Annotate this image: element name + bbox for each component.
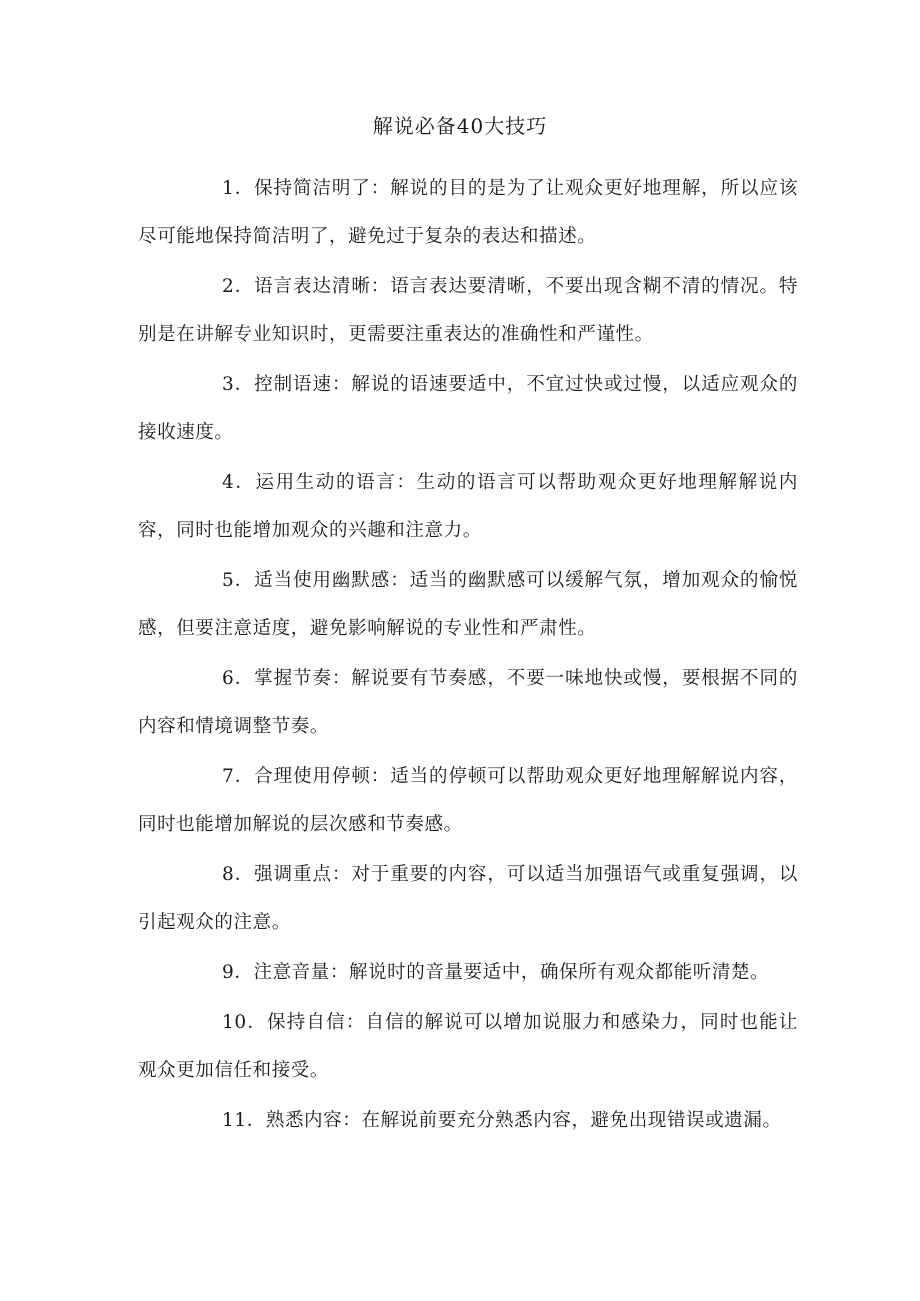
item-text: ．熟悉内容：在解说前要充分熟悉内容，避免出现错误或遗漏。 — [246, 1110, 782, 1131]
item-text: ．掌握节奏：解说要有节奏感，不要一味地快或慢，要根据不同的内容和情境调整节奏。 — [138, 668, 798, 737]
item-number: 9 — [222, 962, 235, 983]
tips-list — [138, 165, 798, 1147]
item-number: 2 — [222, 276, 235, 297]
item-number: 5 — [222, 570, 235, 591]
list-item — [138, 949, 798, 997]
item-text: ．运用生动的语言：生动的语言可以帮助观众更好地理解解说内容，同时也能增加观众的兴趣和注意力。 — [138, 472, 798, 541]
item-number: 10 — [222, 1012, 247, 1033]
item-text: ．注意音量：解说时的音量要适中，确保所有观众都能听清楚。 — [234, 962, 770, 983]
item-text: ．合理使用停顿：适当的停顿可以帮助观众更好地理解解说内容，同时也能增加解说的层次感和节奏感。 — [138, 766, 798, 835]
list-item — [138, 851, 798, 947]
list-item — [138, 655, 798, 751]
list-item — [138, 263, 798, 359]
item-number: 1 — [222, 178, 235, 199]
item-number: 8 — [222, 864, 235, 885]
item-text: ．控制语速：解说的语速要适中，不宜过快或过慢，以适应观众的接收速度。 — [138, 374, 798, 443]
list-item — [138, 165, 798, 261]
list-item — [138, 361, 798, 457]
item-number: 11 — [222, 1110, 247, 1131]
list-item — [138, 557, 798, 653]
item-text: ．语言表达清晰：语言表达要清晰，不要出现含糊不清的情况。特别是在讲解专业知识时，更需要注重表达的准确性和严谨性。 — [138, 276, 798, 345]
item-number: 7 — [222, 766, 235, 787]
item-text: ．保持自信：自信的解说可以增加说服力和感染力，同时也能让观众更加信任和接受。 — [138, 1012, 798, 1081]
item-number: 6 — [222, 668, 235, 689]
list-item — [138, 753, 798, 849]
item-text: ．保持简洁明了：解说的目的是为了让观众更好地理解，所以应该尽可能地保持简洁明了，避免过于复杂的表达和描述。 — [138, 178, 798, 247]
list-item — [138, 999, 798, 1095]
list-item — [138, 459, 798, 555]
item-text: ．强调重点：对于重要的内容，可以适当加强语气或重复强调，以引起观众的注意。 — [138, 864, 798, 933]
item-number: 3 — [222, 374, 235, 395]
document-title: 解说必备40大技巧 — [372, 114, 548, 138]
item-text: ．适当使用幽默感：适当的幽默感可以缓解气氛，增加观众的愉悦感，但要注意适度，避免影响解说的专业性和严肃性。 — [138, 570, 798, 639]
item-number: 4 — [222, 472, 235, 493]
list-item — [138, 1097, 798, 1145]
